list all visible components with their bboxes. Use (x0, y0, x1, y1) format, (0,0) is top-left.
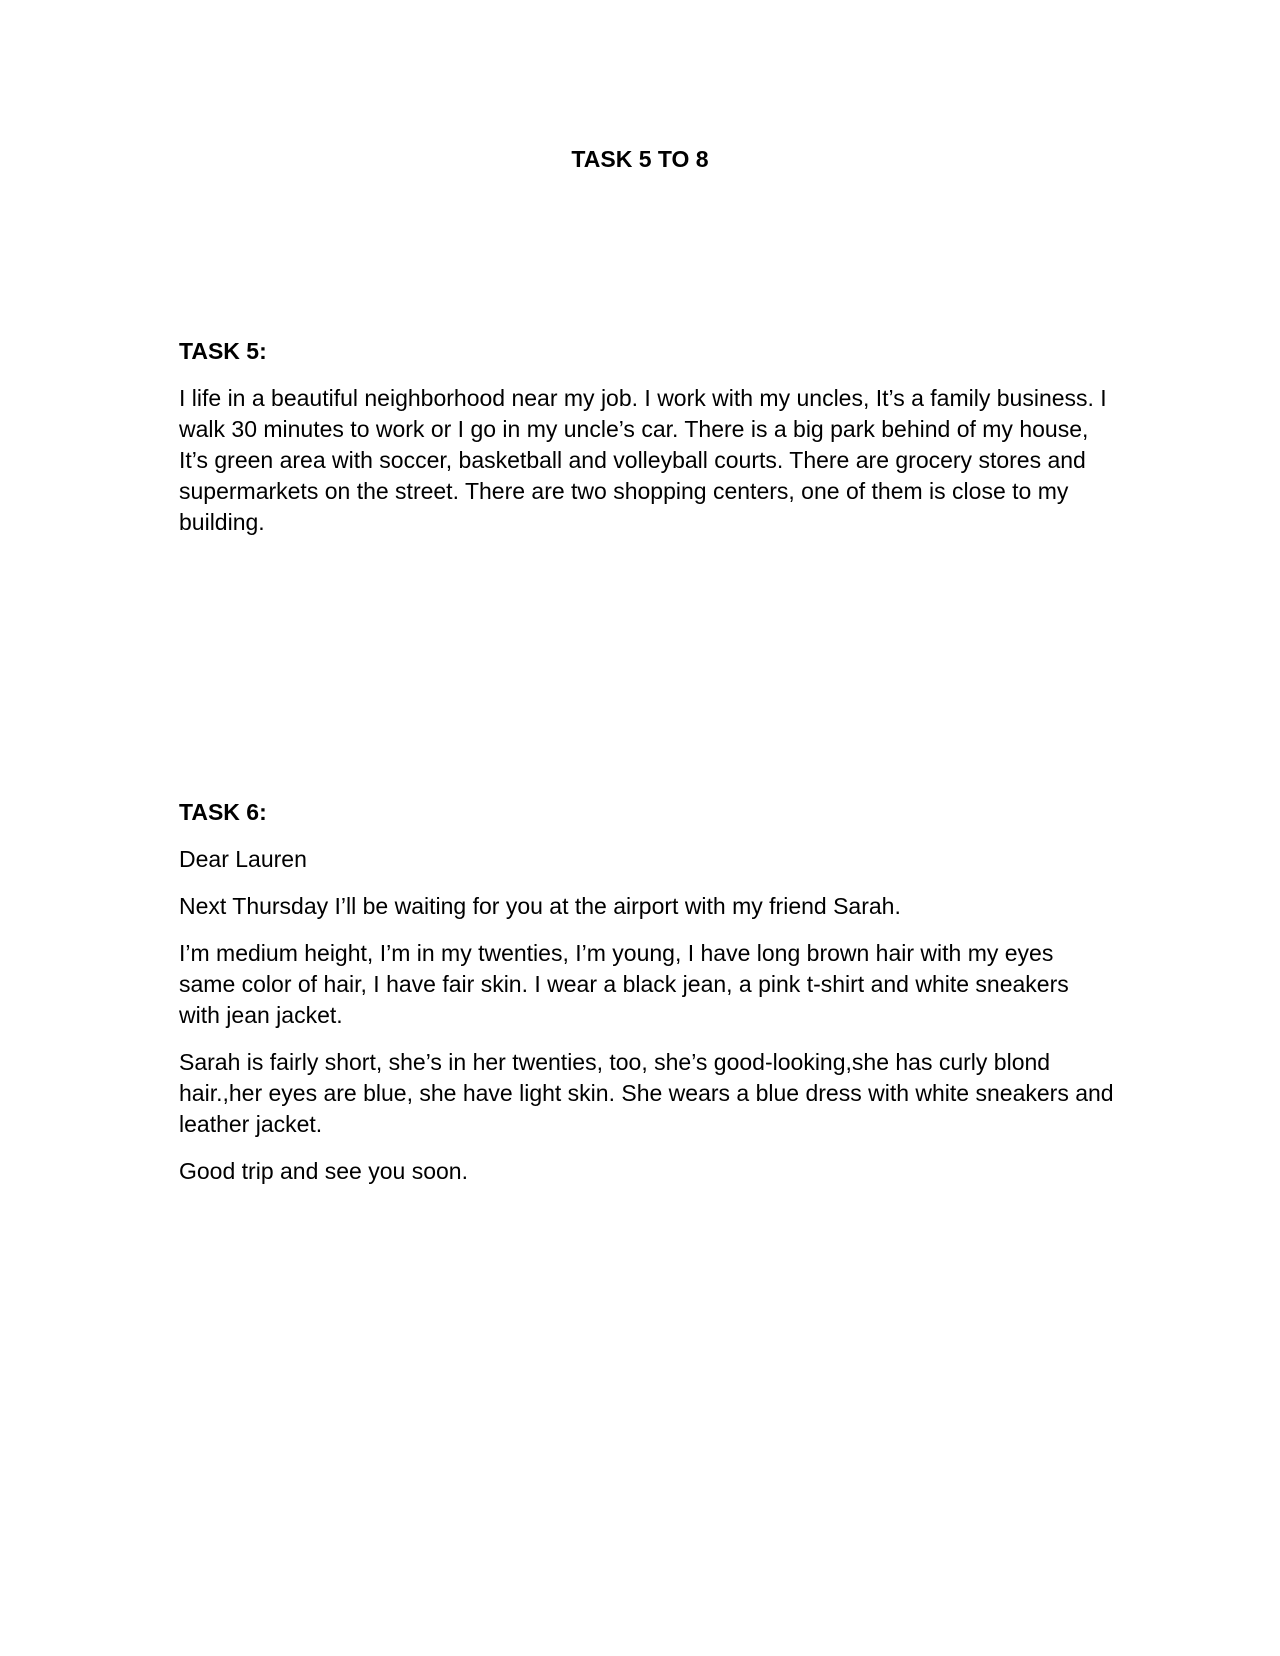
letter-paragraph-3: Sarah is fairly short, she’s in her twenties, too, she’s good-looking,she has curly blond hair.,her eyes are blue, she have light skin. She wears a blue dress with white sneakers and leather jacket. (179, 1049, 1114, 1137)
task-6-heading: TASK 6: (179, 799, 267, 825)
letter-greeting: Dear Lauren (179, 846, 307, 872)
task-5-paragraph: I life in a beautiful neighborhood near my job. I work with my uncles, It’s a family business. I walk 30 minutes to work or I go in my uncle’s car. There is a big park behind of my house, It’s green area with soccer, basketball and volleyball courts. There are grocery stores and supermarkets on the street. There are two shopping centers, one of them is close to my building. (179, 385, 1107, 535)
document-title: TASK 5 TO 8 (571, 146, 709, 172)
task-6-section (179, 797, 1114, 1203)
task-5-section (179, 336, 1114, 554)
letter-closing: Good trip and see you soon. (179, 1158, 468, 1184)
task-5-heading: TASK 5: (179, 338, 267, 364)
letter-paragraph-1: Next Thursday I’ll be waiting for you at the airport with my friend Sarah. (179, 893, 901, 919)
letter-paragraph-2: I’m medium height, I’m in my twenties, I’m young, I have long brown hair with my eyes same color of hair, I have fair skin. I wear a black jean, a pink t-shirt and white sneakers with jean jacket. (179, 940, 1069, 1028)
